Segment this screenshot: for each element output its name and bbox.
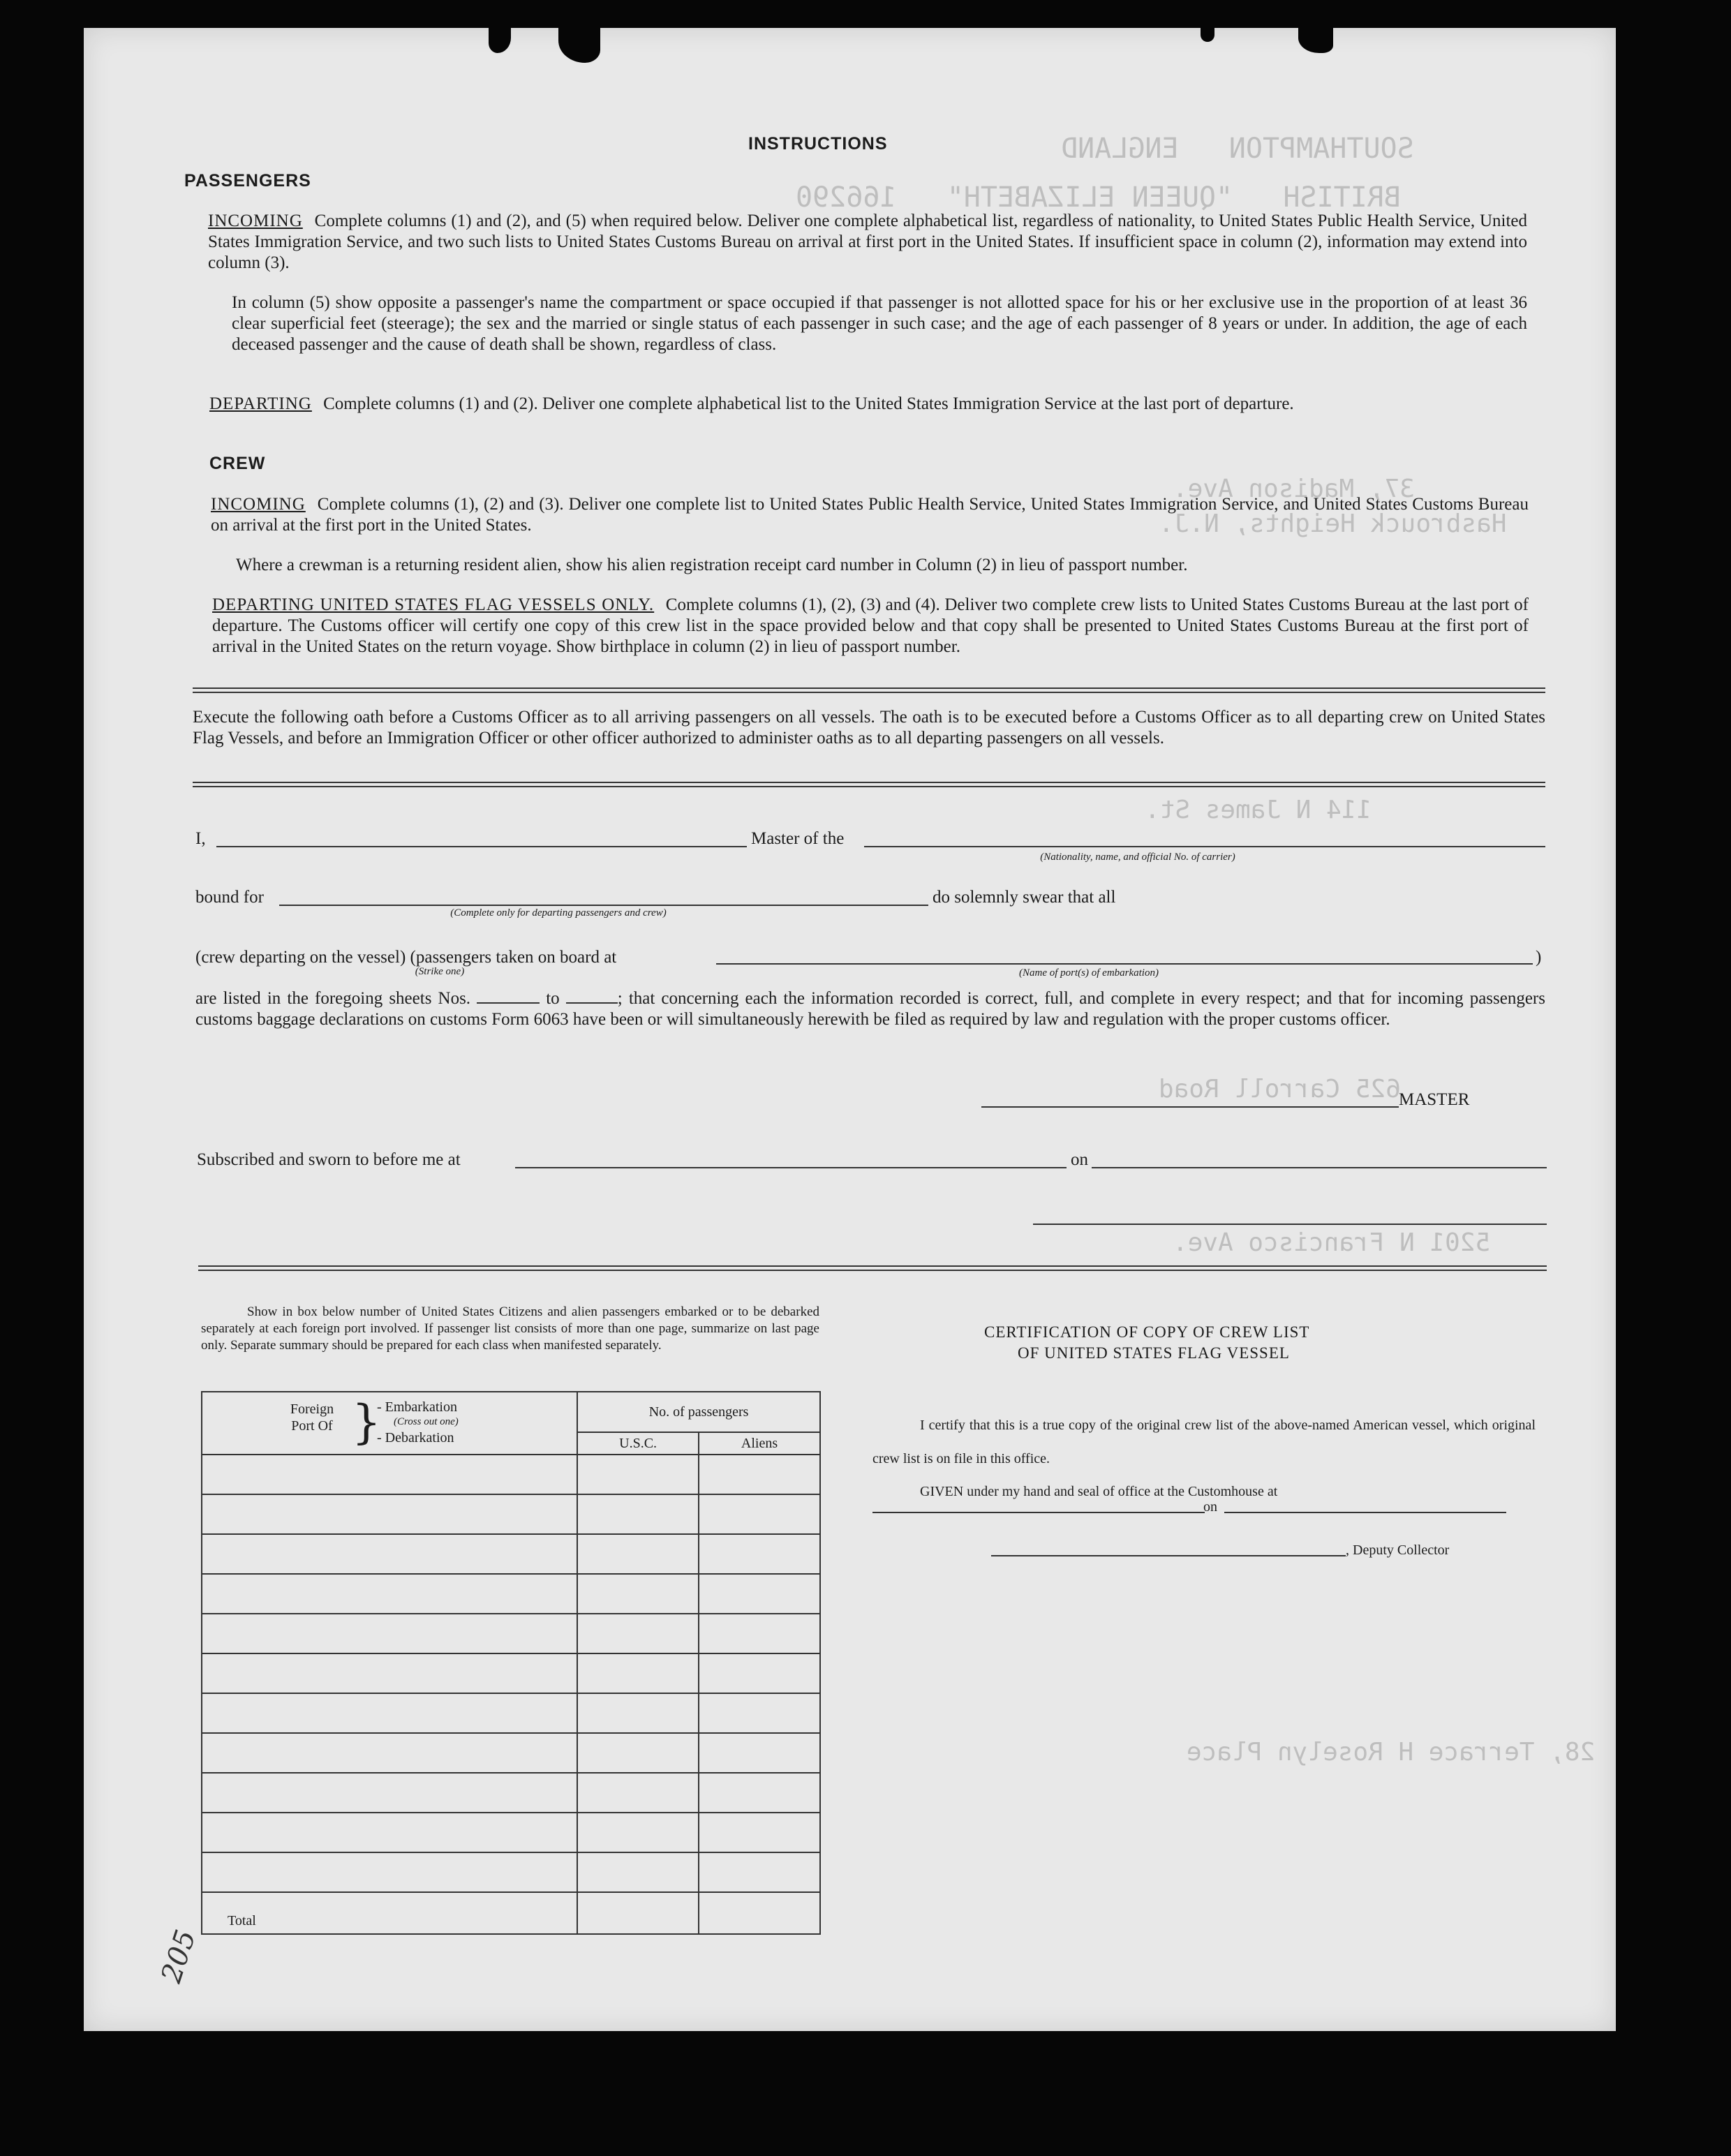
port-cell[interactable]: [202, 1574, 577, 1614]
torn-edge: [1201, 28, 1214, 42]
bleed-through-text: 114 N James St.: [1145, 796, 1372, 824]
port-cell[interactable]: [202, 1614, 577, 1653]
deputy-label: , Deputy Collector: [1346, 1542, 1450, 1558]
bottom-divider: [198, 1265, 1547, 1271]
sheet-from-field[interactable]: [477, 990, 540, 1004]
bound-for-field[interactable]: [279, 905, 928, 906]
subscribed-label: Subscribed and sworn to before me at: [197, 1150, 461, 1169]
listed-paragraph: [195, 988, 1545, 1030]
section-divider: [193, 687, 1545, 693]
usc-cell[interactable]: [577, 1534, 699, 1574]
bleed-through-text: 37, Madison Ave.: [1173, 475, 1415, 503]
foreign-port-of-label: Foreign Port Of: [290, 1402, 334, 1434]
master-of-label: Master of the: [751, 829, 845, 848]
bleed-through-text: 28, Terrace H Roselyn Place: [1187, 1738, 1596, 1767]
aliens-cell[interactable]: [699, 1574, 820, 1614]
cert-on-label: on: [1203, 1499, 1217, 1515]
port-cell[interactable]: [202, 1852, 577, 1892]
strike-one-caption: (Strike one): [415, 966, 465, 977]
port-cell[interactable]: [202, 1494, 577, 1534]
oath-divider: [193, 782, 1545, 787]
table-row: [202, 1574, 820, 1614]
port-cell[interactable]: [202, 1733, 577, 1773]
master-label: MASTER: [1399, 1090, 1470, 1109]
master-name-field[interactable]: [216, 846, 747, 847]
total-usc-cell[interactable]: [577, 1892, 699, 1934]
ports-field[interactable]: [716, 963, 1533, 965]
usc-cell[interactable]: [577, 1494, 699, 1534]
us-flag-label: DEPARTING UNITED STATES FLAG VESSELS ONLY.: [212, 595, 655, 614]
table-row: [202, 1773, 820, 1813]
aliens-cell[interactable]: [699, 1852, 820, 1892]
total-aliens-cell[interactable]: [699, 1892, 820, 1934]
debarkation-label: - Debarkation: [377, 1430, 454, 1445]
crewman-paragraph: Where a crewman is a returning resident alien, show his alien registration receipt card number in Column (2) in lieu of passport number.: [236, 556, 1188, 574]
usc-cell[interactable]: [577, 1733, 699, 1773]
handwritten-page-number: 205: [155, 1926, 202, 1987]
certification-title-line2: OF UNITED STATES FLAG VESSEL: [1018, 1344, 1290, 1362]
ports-caption: (Name of port(s) of embarkation): [1019, 967, 1159, 979]
subscribed-place-field[interactable]: [515, 1167, 1067, 1168]
instructions-title: INSTRUCTIONS: [748, 134, 888, 154]
table-row: [202, 1455, 820, 1494]
column5-paragraph: In column (5) show opposite a passenger's name the compartment or space occupied if that passenger is not allotted space for his or her exclusive use in the proportion of at least 36 clear superficial feet (steerage); the sex and the married or single status of each passenger in such case; and the age of each passenger of 8 years or under. In addition, the age of each deceased passenger and the cause of death shall be shown, regardless of class.: [232, 293, 1527, 354]
usc-header: U.S.C.: [577, 1432, 699, 1455]
master-signature-field[interactable]: [981, 1106, 1399, 1108]
total-label: Total: [202, 1892, 577, 1934]
bleed-through-text: SOUTHAMPTON ENGLAND: [1061, 133, 1414, 165]
table-row: [202, 1614, 820, 1653]
us-flag-text: Complete columns (1), (2), (3) and (4). Deliver two complete crew lists to United States Customs Bureau at the last port of departure. The Customs officer will certify one copy of this crew list in the space provided below and that copy shall be presented to United States Customs Bureau at the first port of arrival in the United States on the return voyage. Show birthplace in column (2) in lieu of passport number.: [212, 595, 1529, 656]
port-header-cell: [202, 1392, 577, 1455]
customhouse-field[interactable]: [872, 1512, 1205, 1513]
incoming-text: Complete columns (1) and (2), and (5) when required below. Deliver one complete alphabetical list, regardless of nationality, to United States Public Health Service, United States Immigration Service, and two such lists to United States Customs Bureau on arrival at first port in the United States. If insufficient space in column (2), information may extend into column (3).: [208, 211, 1527, 272]
brace: }: [352, 1395, 381, 1449]
bound-for-caption: (Complete only for departing passengers and crew): [450, 907, 667, 919]
port-cell[interactable]: [202, 1653, 577, 1693]
aliens-header: Aliens: [699, 1432, 820, 1455]
listed-text: are listed in the foregoing sheets Nos.: [195, 989, 471, 1008]
i-label: I,: [195, 829, 206, 848]
carrier-caption: (Nationality, name, and official No. of carrier): [1040, 852, 1235, 863]
departing-label: DEPARTING: [209, 394, 312, 413]
port-cell[interactable]: [202, 1693, 577, 1733]
usc-cell[interactable]: [577, 1653, 699, 1693]
table-row: [202, 1653, 820, 1693]
certification-title-line1: CERTIFICATION OF COPY OF CREW LIST: [984, 1323, 1310, 1341]
aliens-cell[interactable]: [699, 1693, 820, 1733]
aliens-cell[interactable]: [699, 1653, 820, 1693]
aliens-cell[interactable]: [699, 1614, 820, 1653]
aliens-cell[interactable]: [699, 1455, 820, 1494]
usc-cell[interactable]: [577, 1813, 699, 1852]
cross-out-label: (Cross out one): [394, 1416, 459, 1427]
crew-incoming-text: Complete columns (1), (2) and (3). Deliver one complete list to United States Public Health Service, United States Immigration Service, and United States Customs Bureau on arrival at the first port in the United States.: [211, 495, 1529, 535]
no-passengers-header: No. of passengers: [577, 1392, 820, 1432]
table-row: [202, 1534, 820, 1574]
port-summary-table: [201, 1391, 821, 1935]
departing-text: Complete columns (1) and (2). Deliver one complete alphabetical list to the United States Immigration Service at the last port of departure.: [323, 394, 1294, 413]
usc-cell[interactable]: [577, 1852, 699, 1892]
table-row: [202, 1693, 820, 1733]
aliens-cell[interactable]: [699, 1534, 820, 1574]
port-cell[interactable]: [202, 1534, 577, 1574]
incoming-label: INCOMING: [208, 211, 303, 230]
embarkation-label: - Embarkation: [377, 1399, 457, 1415]
given-text: GIVEN under my hand and seal of office at the Customhouse at: [920, 1484, 1278, 1499]
close-paren: ): [1536, 948, 1542, 967]
officer-signature-field[interactable]: [1033, 1224, 1547, 1225]
table-row: [202, 1733, 820, 1773]
aliens-cell[interactable]: [699, 1733, 820, 1773]
crew-incoming-paragraph: [211, 494, 1529, 536]
crew-incoming-label: INCOMING: [211, 495, 306, 514]
aliens-cell[interactable]: [699, 1494, 820, 1534]
bleed-through-text: Hasbrouck Heights, N.J.: [1159, 510, 1507, 538]
subscribed-on-label: on: [1071, 1150, 1088, 1169]
sheet-to-field[interactable]: [566, 990, 618, 1004]
carrier-field[interactable]: [864, 846, 1545, 847]
table-row: [202, 1494, 820, 1534]
swear-text: do solemnly swear that all: [933, 888, 1116, 907]
usc-cell[interactable]: [577, 1693, 699, 1733]
listed-rest: ; that concerning each the information recorded is correct, full, and complete in every respect; and that for incoming passengers customs baggage declarations on customs Form 6063 have been or will simultaneously herewith be filed as required by law and regulation with the proper customs officer.: [195, 989, 1545, 1029]
usc-cell[interactable]: [577, 1614, 699, 1653]
bleed-through-text: 625 Carroll Road: [1159, 1075, 1401, 1103]
passengers-departing-paragraph: [209, 394, 1527, 415]
document-page: [84, 28, 1616, 2031]
crew-departing-text: (crew departing on the vessel) (passengers taken on board at: [195, 948, 617, 967]
port-cell[interactable]: [202, 1813, 577, 1852]
cert-date-field[interactable]: [1224, 1512, 1506, 1513]
usc-cell[interactable]: [577, 1574, 699, 1614]
bleed-through-text: BRITISH "QUEEN ELIZABETH" 166290: [796, 181, 1401, 214]
to-text: to: [546, 989, 560, 1008]
deputy-signature-field[interactable]: [991, 1555, 1346, 1556]
port-cell[interactable]: [202, 1455, 577, 1494]
aliens-cell[interactable]: [699, 1813, 820, 1852]
usc-cell[interactable]: [577, 1455, 699, 1494]
total-row: [202, 1892, 820, 1934]
usc-cell[interactable]: [577, 1773, 699, 1813]
table-row: [202, 1852, 820, 1892]
passengers-heading: PASSENGERS: [184, 171, 311, 191]
bound-for-label: bound for: [195, 888, 264, 907]
certify-text: I certify that this is a true copy of the original crew list of the above-named American vessel, which original crew list is on file in this office.: [872, 1418, 1536, 1466]
subscribed-date-field[interactable]: [1092, 1167, 1547, 1168]
summary-intro: Show in box below number of United States Citizens and alien passengers embarked or to be debarked separately at each foreign port involved. If passenger list consists of more than one page, summarize on last page only. Separate summary should be prepared for each class when manifested separately.: [201, 1304, 819, 1353]
crew-heading: CREW: [209, 454, 266, 473]
table-row: [202, 1813, 820, 1852]
passengers-incoming-paragraph: [208, 211, 1527, 274]
bleed-through-text: 5201 N Francisco Ave.: [1173, 1228, 1491, 1257]
oath-intro: Execute the following oath before a Customs Officer as to all arriving passengers on all vessels. The oath is to be executed before a Customs Officer as to all departing crew on United States Flag Vessels, and before an Immigration Officer or other officer authorized to administer oaths as to all departing passengers on all vessels.: [193, 708, 1545, 748]
us-flag-paragraph: [212, 595, 1529, 657]
aliens-cell[interactable]: [699, 1773, 820, 1813]
port-cell[interactable]: [202, 1773, 577, 1813]
